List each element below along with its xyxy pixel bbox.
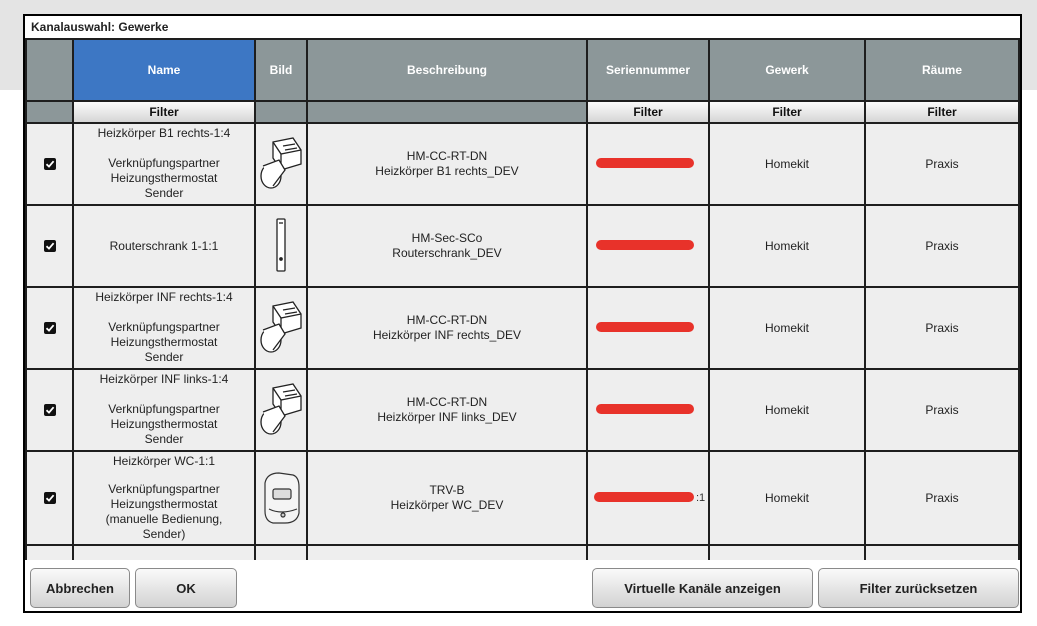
device-type: HM-CC-RT-DN [406, 395, 488, 409]
device-name: Heizkörper INF links_DEV [377, 410, 517, 424]
room-value: Praxis [925, 320, 959, 335]
link-partner-line: Verknüpfungspartner [108, 402, 220, 416]
link-partner-line: Sender) [142, 527, 186, 541]
room-value: Praxis [925, 402, 959, 417]
device-image-cell [256, 452, 306, 544]
header-name[interactable]: Name [74, 40, 254, 100]
header-image: Bild [256, 40, 306, 100]
device-type: HM-Sec-SCo [411, 231, 483, 245]
trade-cell [710, 206, 864, 286]
channel-name-cell [74, 288, 254, 368]
link-partner-line: Verknüpfungspartner [108, 320, 220, 334]
description-cell [308, 288, 586, 368]
serial-number-cell [588, 452, 708, 544]
ok-button[interactable]: OK [135, 568, 237, 608]
device-image-cell [256, 206, 306, 286]
link-partner-line: Verknüpfungspartner [108, 156, 220, 170]
filter-serial-number[interactable]: Filter [588, 102, 708, 122]
trade-value: Homekit [764, 402, 809, 417]
channel-name-cell [74, 124, 254, 204]
row-select-cell[interactable] [27, 206, 72, 286]
link-partner-line: Sender [144, 432, 184, 446]
channel-selection-dialog [23, 14, 1022, 613]
header-rooms[interactable]: Räume [866, 40, 1018, 100]
room-cell [866, 452, 1018, 544]
trade-cell [710, 124, 864, 204]
reset-filter-button[interactable]: Filter zurücksetzen [818, 568, 1019, 608]
trade-cell [710, 370, 864, 450]
channel-name: Heizkörper INF rechts-1:4 [95, 290, 233, 304]
checkbox-checked[interactable] [44, 158, 56, 170]
serial-redaction-mark [596, 404, 694, 414]
door-contact-sensor-icon [271, 217, 291, 275]
description-cell [308, 206, 586, 286]
trade-value: Homekit [764, 156, 809, 171]
room-value: Praxis [925, 156, 959, 171]
filter-image-empty [256, 102, 306, 122]
trade-value: Homekit [764, 238, 809, 253]
link-partner-line: Heizungsthermostat [110, 497, 218, 511]
serial-redaction-mark [596, 322, 694, 332]
channel-table [25, 38, 1020, 560]
header-trade[interactable]: Gewerk [710, 40, 864, 100]
cancel-button[interactable]: Abbrechen [30, 568, 130, 608]
description-cell [308, 370, 586, 450]
dialog-footer [25, 560, 1020, 611]
device-type: TRV-B [429, 483, 465, 497]
filter-rooms[interactable]: Filter [866, 102, 1018, 122]
room-cell [866, 124, 1018, 204]
serial-redaction-mark [596, 158, 694, 168]
header-serial-number[interactable]: Seriennummer [588, 40, 708, 100]
trade-cell [710, 288, 864, 368]
dialog-title: Kanalauswahl: Gewerke [25, 16, 1020, 38]
show-virtual-channels-button[interactable]: Virtuelle Kanäle anzeigen [592, 568, 813, 608]
device-name: Heizkörper WC_DEV [390, 498, 504, 512]
room-cell [866, 288, 1018, 368]
room-value: Praxis [925, 490, 959, 505]
filter-select-column [27, 102, 72, 122]
link-partner-line: Sender [144, 350, 184, 364]
channel-name-cell [74, 370, 254, 450]
serial-visible-fragment: :1 [696, 492, 706, 504]
room-value: Praxis [925, 238, 959, 253]
link-partner-line: Heizungsthermostat [110, 417, 218, 431]
filter-description-empty [308, 102, 586, 122]
serial-redaction-mark [594, 492, 694, 502]
header-description[interactable]: Beschreibung [308, 40, 586, 100]
channel-name: Heizkörper B1 rechts-1:4 [97, 126, 231, 140]
thermostat-head-icon [259, 382, 303, 438]
device-name: Heizkörper B1 rechts_DEV [375, 164, 519, 178]
thermostat-head-icon [259, 136, 303, 192]
device-image-cell [256, 370, 306, 450]
serial-number-cell [588, 124, 708, 204]
filter-name[interactable]: Filter [74, 102, 254, 122]
serial-redaction-mark [596, 240, 694, 250]
device-type: HM-CC-RT-DN [406, 149, 488, 163]
checkbox-checked[interactable] [44, 322, 56, 334]
link-partner-line: Verknüpfungspartner [108, 482, 220, 496]
radiator-thermostat-trv-icon [259, 469, 303, 527]
row-select-cell[interactable] [27, 452, 72, 544]
channel-name: Routerschrank 1-1:1 [109, 238, 219, 253]
link-partner-line: (manuelle Bedienung, [105, 512, 223, 526]
serial-number-cell [588, 370, 708, 450]
room-cell [866, 206, 1018, 286]
thermostat-head-icon [259, 300, 303, 356]
channel-name: Heizkörper WC-1:1 [112, 454, 216, 468]
channel-name-cell [74, 452, 254, 544]
checkbox-checked[interactable] [44, 240, 56, 252]
row-select-cell[interactable] [27, 124, 72, 204]
checkbox-checked[interactable] [44, 492, 56, 504]
trade-cell [710, 452, 864, 544]
channel-name: Heizkörper INF links-1:4 [99, 372, 229, 386]
device-image-cell [256, 124, 306, 204]
description-cell [308, 124, 586, 204]
link-partner-line: Heizungsthermostat [110, 171, 218, 185]
checkbox-checked[interactable] [44, 404, 56, 416]
device-name: Heizkörper INF rechts_DEV [372, 328, 522, 342]
trade-value: Homekit [764, 490, 809, 505]
description-cell [308, 452, 586, 544]
link-partner-line: Heizungsthermostat [110, 335, 218, 349]
filter-trade[interactable]: Filter [710, 102, 864, 122]
device-type: HM-CC-RT-DN [406, 313, 488, 327]
serial-number-cell [588, 206, 708, 286]
channel-name-cell [74, 206, 254, 286]
room-cell [866, 370, 1018, 450]
link-partner-line: Sender [144, 186, 184, 200]
header-select-column [27, 40, 72, 100]
device-image-cell [256, 288, 306, 368]
row-select-cell[interactable] [27, 288, 72, 368]
trade-value: Homekit [764, 320, 809, 335]
serial-number-cell [588, 288, 708, 368]
row-select-cell[interactable] [27, 370, 72, 450]
device-name: Routerschrank_DEV [392, 246, 502, 260]
